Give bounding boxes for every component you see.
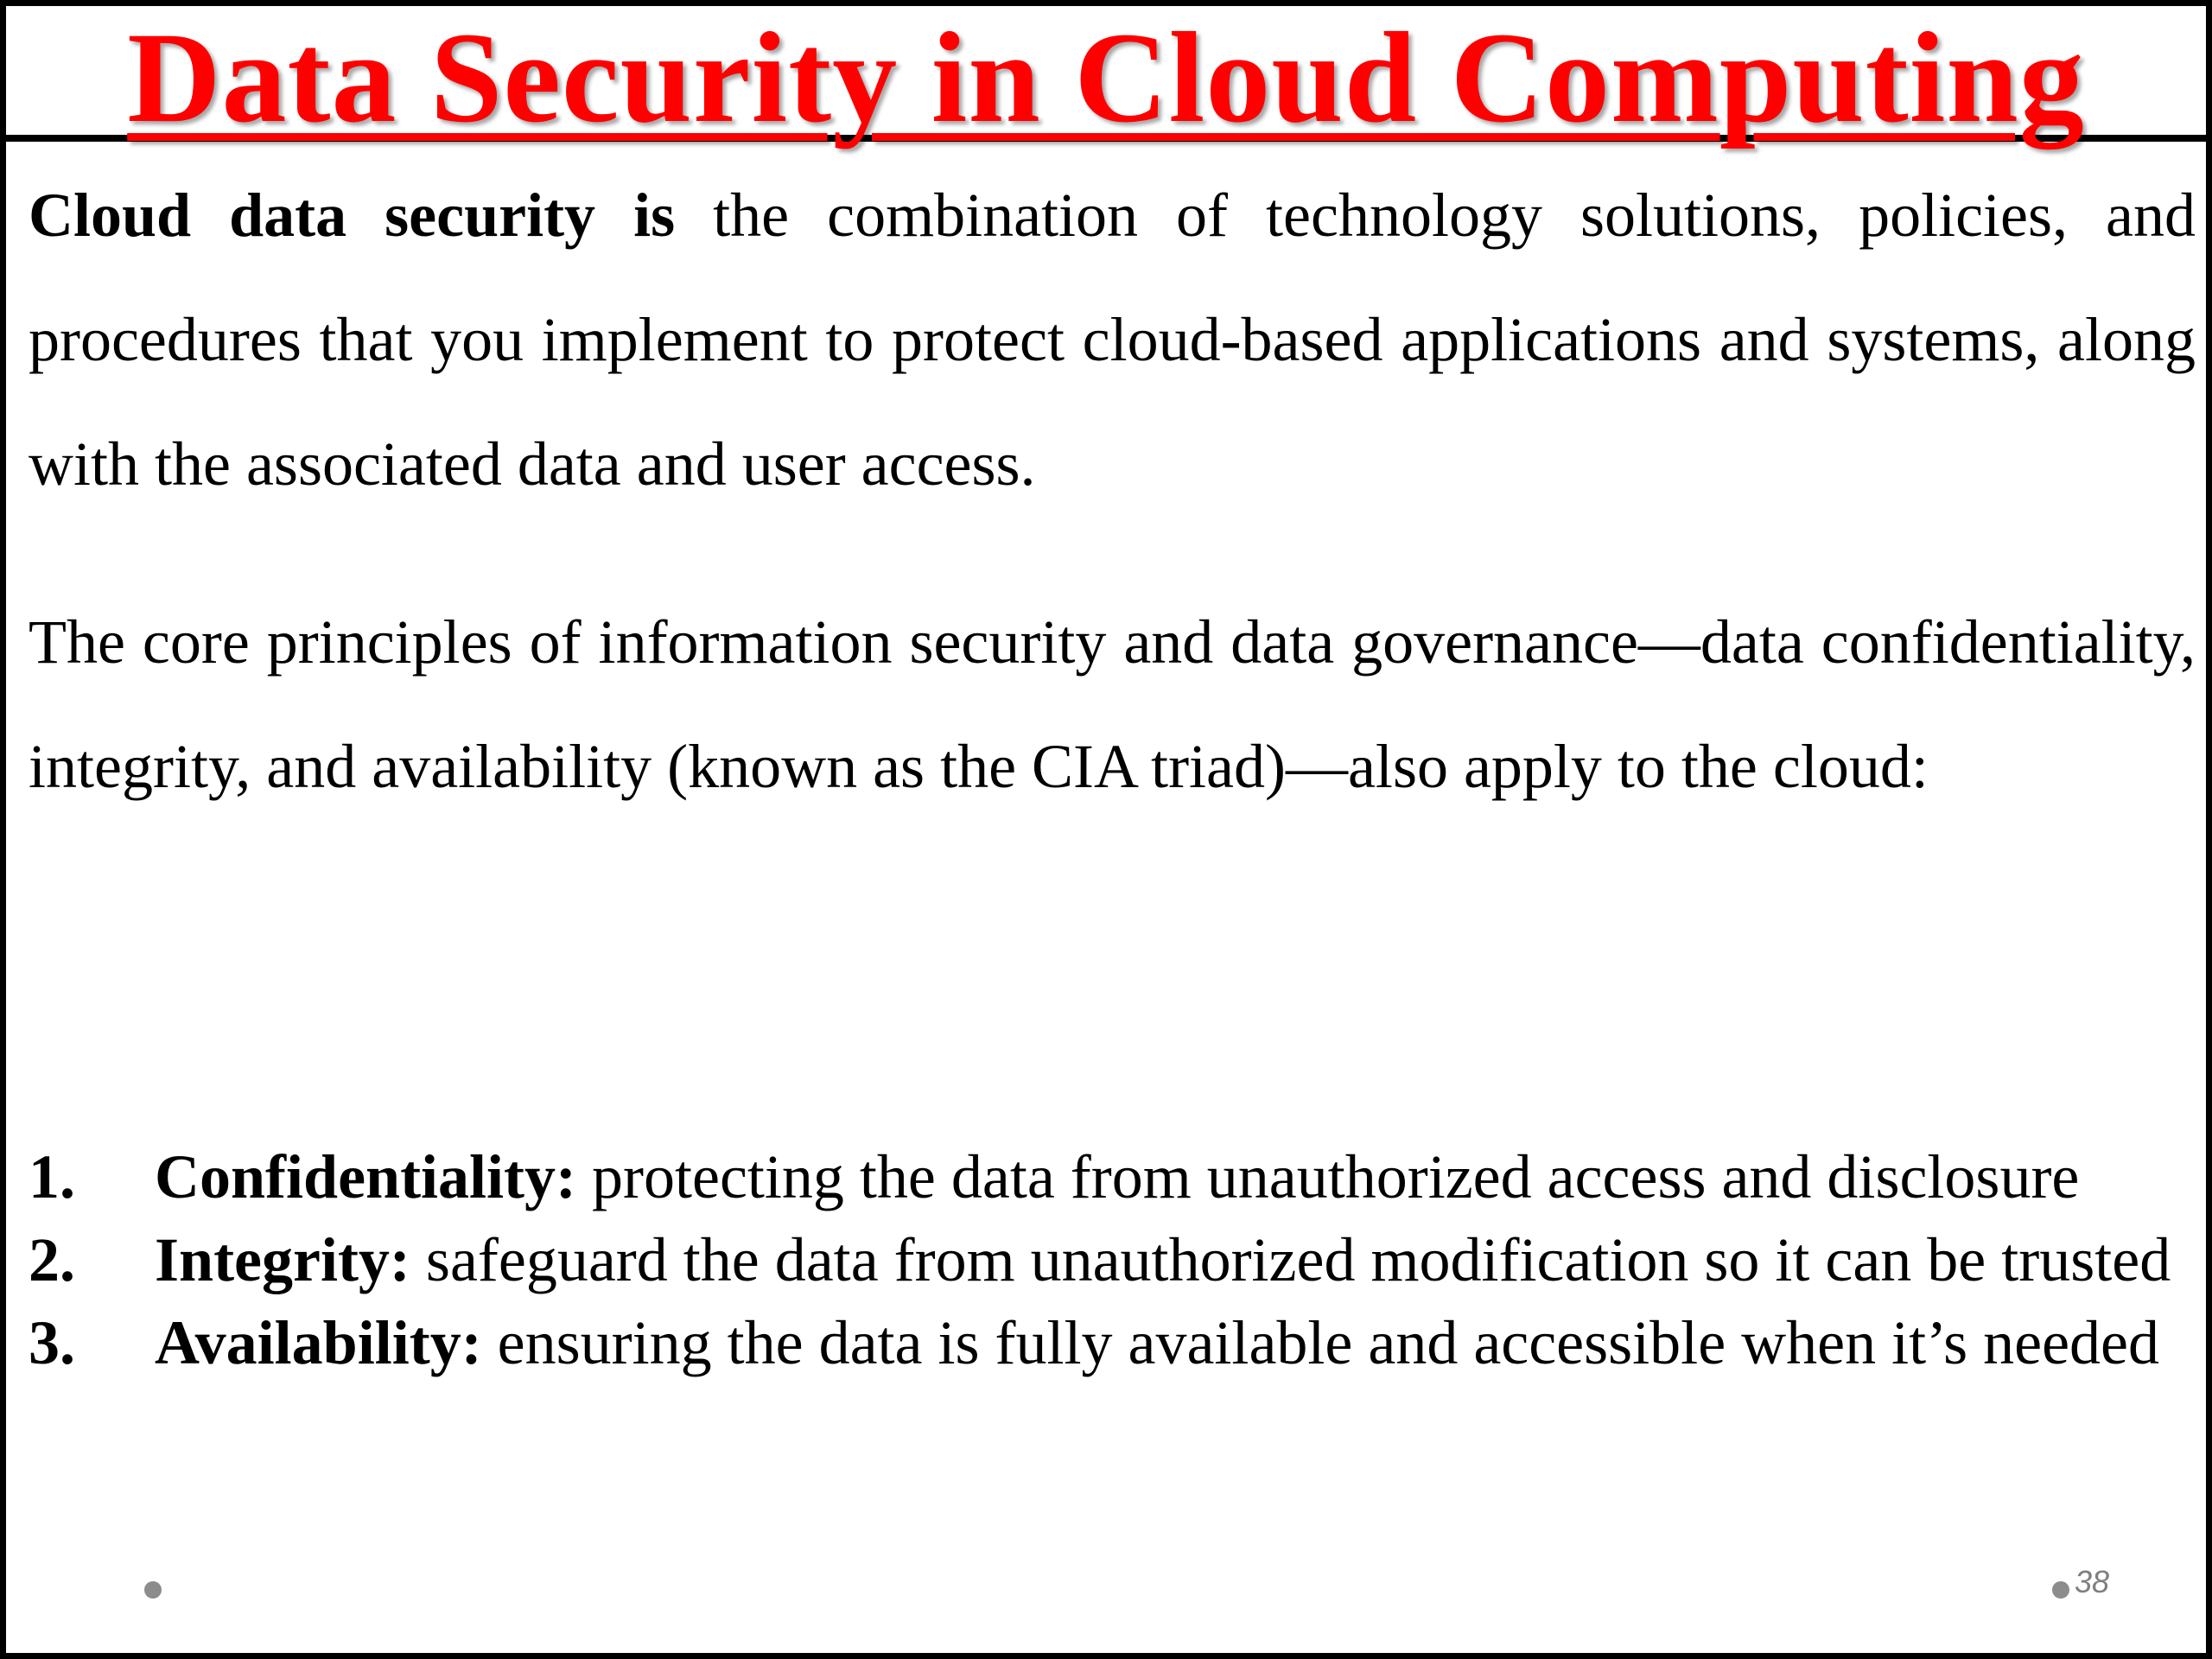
list-item-term: Confidentiality: [155, 1142, 577, 1211]
list-item-number: 3. [29, 1308, 75, 1377]
list-item-description: ensuring the data is fully available and accessible when it’s needed [481, 1308, 2159, 1377]
title-bar [6, 6, 2206, 149]
list-item-description: protecting the data from unauthorized access and disclosure [576, 1142, 2080, 1211]
intro-text: the combination of technology solutions, policies, and procedures that you implement to protect cloud-based applications and systems, along with the associated data and user access. [29, 181, 2196, 499]
list-item [29, 1218, 2196, 1301]
slide-body [29, 153, 2196, 829]
list-item [29, 1301, 2196, 1384]
intro-bold-lead: Cloud data security is [29, 181, 676, 250]
list-item-description: safeguard the data from unauthorized modification so it can be trusted [410, 1225, 2171, 1294]
page-number: 38 [2074, 1564, 2110, 1599]
list-item [29, 1135, 2196, 1218]
list-item-term: Integrity: [155, 1225, 410, 1294]
slide-title: Data Security in Cloud Computing [127, 6, 2085, 149]
cia-list [29, 1135, 2196, 1384]
list-item-term: Availability: [155, 1308, 482, 1377]
list-item-number: 2. [29, 1225, 75, 1294]
principles-paragraph: The core principles of information security and data governance—data confidentiality, integrity, and availability (known as the CIA triad)—also apply to the cloud: [29, 607, 2196, 801]
intro-paragraph [29, 153, 2196, 526]
list-item-number: 1. [29, 1142, 75, 1211]
left-dot-marker [144, 1581, 162, 1599]
